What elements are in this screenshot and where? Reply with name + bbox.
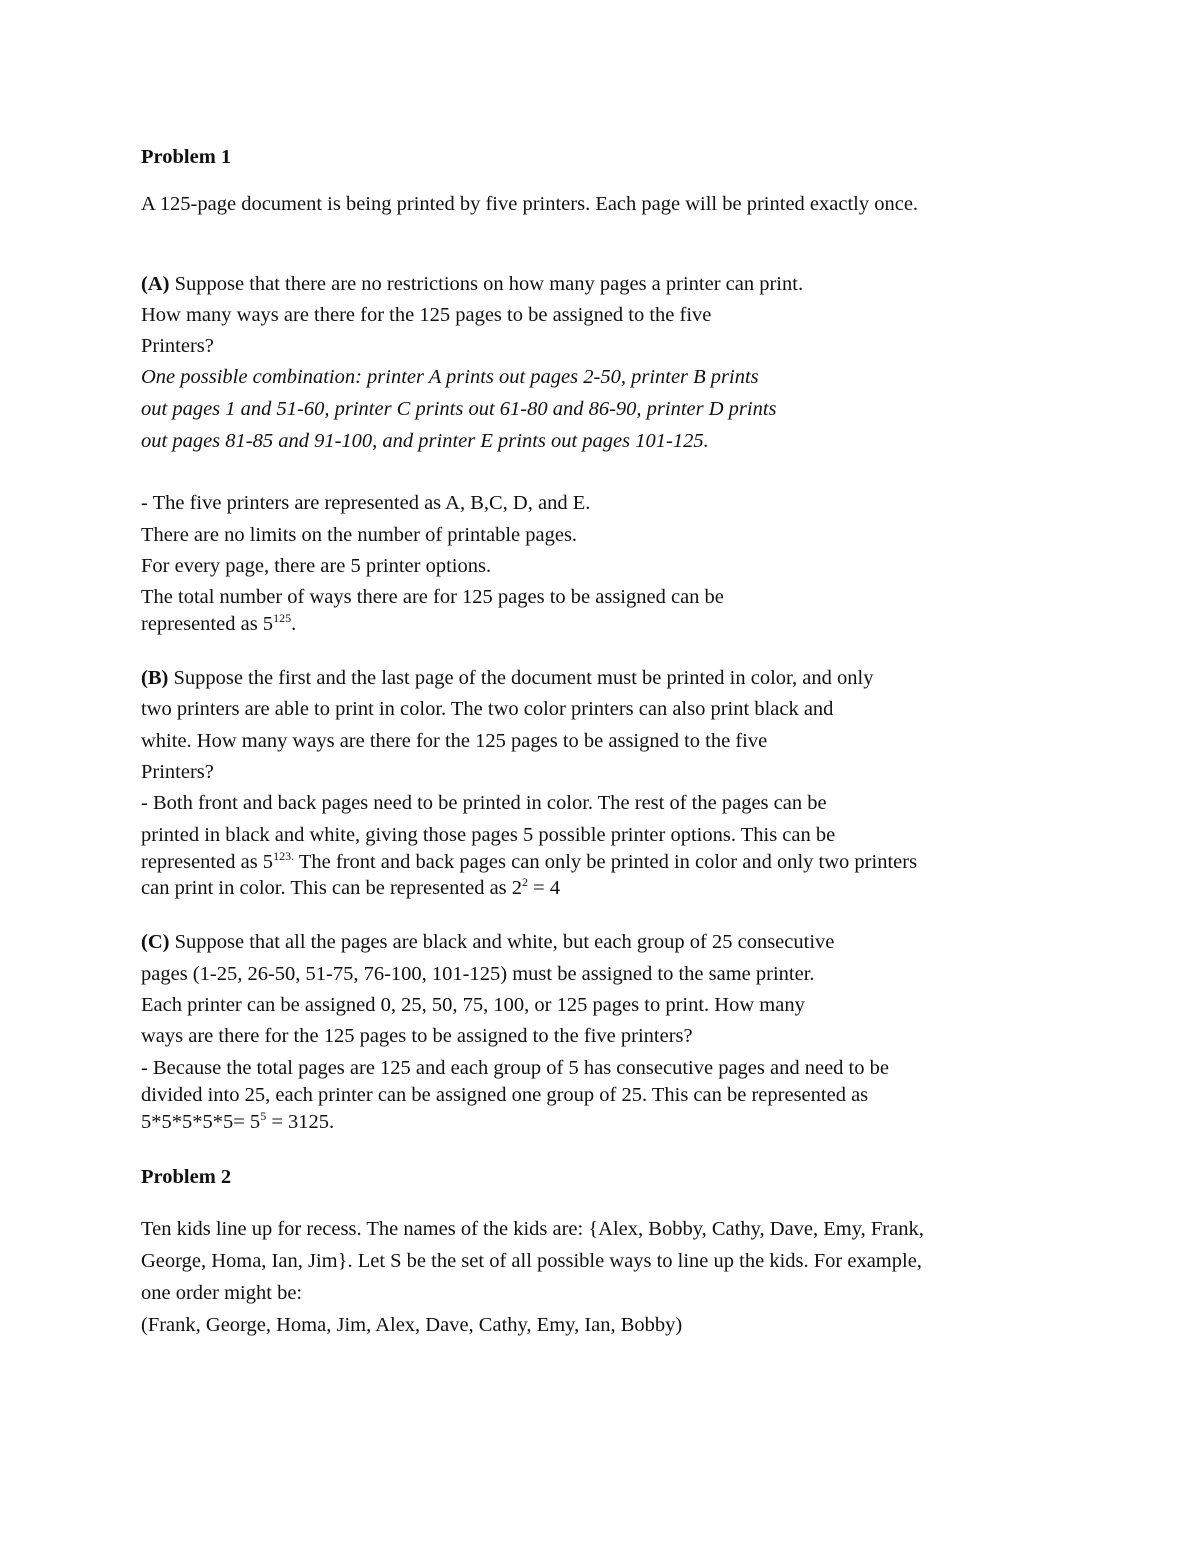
part-b-line: printed in black and white, giving those pages 5 possible printer options. This can be <box>141 824 836 846</box>
part-b-line: Printers? <box>141 761 214 783</box>
part-a-example-line: One possible combination: printer A prints out pages 2-50, printer B prints <box>141 366 759 388</box>
exponent: 5 <box>260 1109 267 1123</box>
problem-2-line: George, Homa, Ian, Jim}. Let S be the set of all possible ways to line up the kids. For example, <box>141 1250 922 1272</box>
part-a-example-line: out pages 81-85 and 91-100, and printer E prints out pages 101-125. <box>141 430 709 452</box>
part-b-line: two printers are able to print in color. The two color printers can also print black and <box>141 698 834 720</box>
part-b-line: white. How many ways are there for the 125 pages to be assigned to the five <box>141 730 768 752</box>
part-a-example-line: out pages 1 and 51-60, printer C prints out 61-80 and 86-90, printer D prints <box>141 398 777 420</box>
exponent: 125 <box>273 611 292 625</box>
part-b-line: (B) Suppose the first and the last page of the document must be printed in color, and only <box>141 667 874 689</box>
part-c-line: ways are there for the 125 pages to be assigned to the five printers? <box>141 1025 693 1047</box>
part-a-label: (A) <box>141 273 170 295</box>
part-c-line: divided into 25, each printer can be assigned one group of 25. This can be represented as <box>141 1084 869 1106</box>
problem-2-line: (Frank, George, Homa, Jim, Alex, Dave, Cathy, Emy, Ian, Bobby) <box>141 1314 683 1336</box>
part-c-line: Each printer can be assigned 0, 25, 50, 75, 100, or 125 pages to print. How many <box>141 994 805 1016</box>
part-c-line: (C) Suppose that all the pages are black and white, but each group of 25 consecutive <box>141 931 835 953</box>
part-a-question-line: How many ways are there for the 125 pages to be assigned to the five <box>141 304 712 326</box>
part-a-question-line: (A) Suppose that there are no restrictions on how many pages a printer can print. <box>141 273 804 295</box>
exponent: 2 <box>522 875 529 889</box>
part-b-label: (B) <box>141 667 169 689</box>
part-a-answer-line: The total number of ways there are for 125 pages to be assigned can be <box>141 586 724 608</box>
problem-1-intro: A 125-page document is being printed by five printers. Each page will be printed exactly once. <box>141 193 919 215</box>
part-a-answer-line: There are no limits on the number of printable pages. <box>141 524 578 546</box>
part-b-represented-line: represented as $5^{123.}$ The front and back pages can only be printed in color and only two printers <box>141 849 918 873</box>
problem-2-heading: Problem 2 <box>141 1166 232 1188</box>
part-a-answer-line: - The five printers are represented as A, B,C, D, and E. <box>141 492 591 514</box>
part-a-question-line: Printers? <box>141 335 214 357</box>
problem-2-line: Ten kids line up for recess. The names of the kids are: {Alex, Bobby, Cathy, Dave, Emy, Frank, <box>141 1218 924 1240</box>
part-a-final-answer: represented as $5^{125}$. <box>141 611 297 635</box>
part-c-final-answer: $5*5*5*5*5= 5^5 = 3125$. <box>141 1109 335 1133</box>
part-c-line: pages (1-25, 26-50, 51-75, 76-100, 101-125) must be assigned to the same printer. <box>141 963 815 985</box>
exponent: 123. <box>273 849 295 863</box>
part-b-line: - Both front and back pages need to be printed in color. The rest of the pages can be <box>141 792 827 814</box>
part-b-final-line: can print in color. This can be represented as $2^2 = 4$ <box>141 875 561 899</box>
problem-2-line: one order might be: <box>141 1282 303 1304</box>
part-c-line: - Because the total pages are 125 and each group of 5 has consecutive pages and need to be <box>141 1057 889 1079</box>
part-c-label: (C) <box>141 931 170 953</box>
part-a-answer-line: For every page, there are 5 printer options. <box>141 555 492 577</box>
problem-1-heading: Problem 1 <box>141 146 232 168</box>
